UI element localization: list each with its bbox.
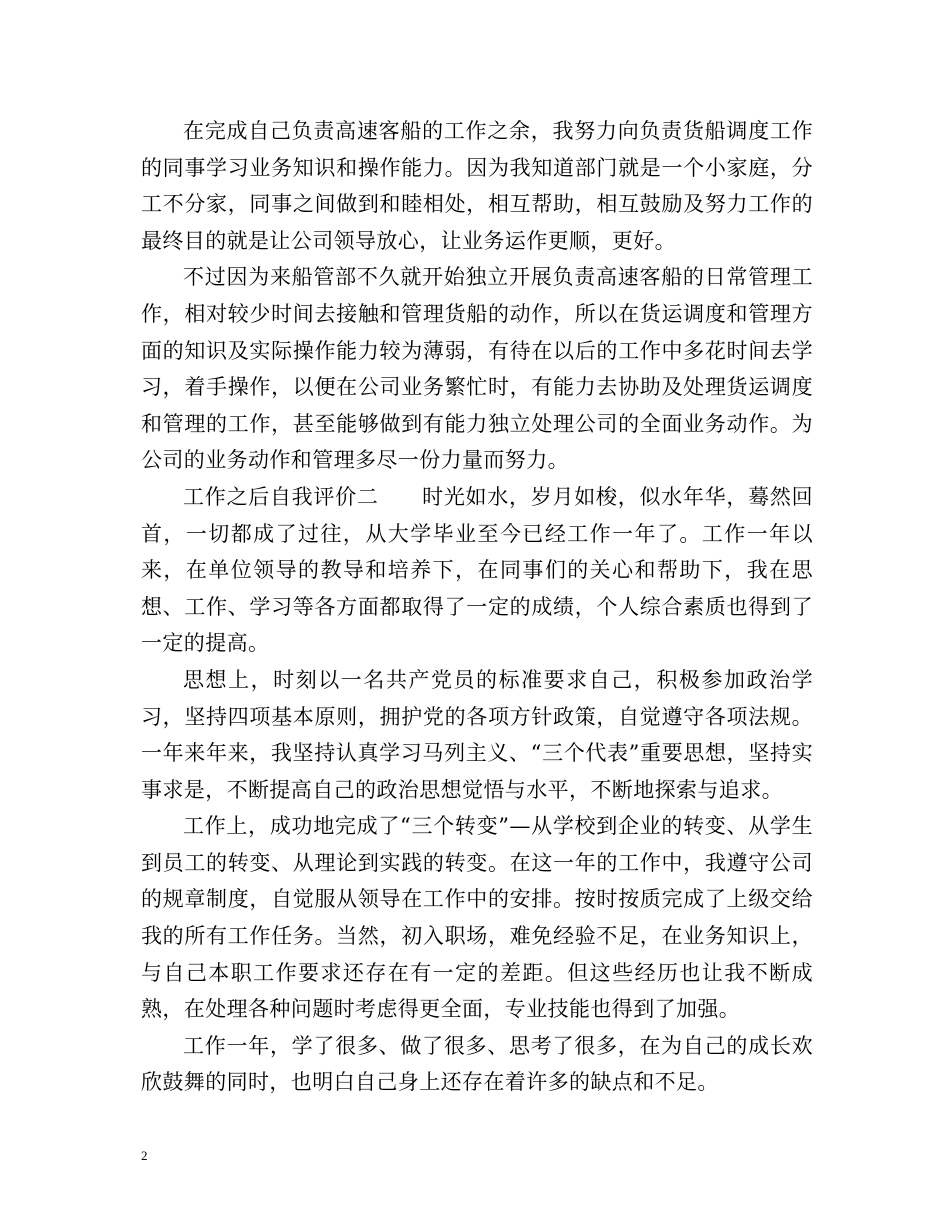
body-text bbox=[141, 113, 813, 1101]
paragraph: 在完成自己负责高速客船的工作之余，我努力向负责货船调度工作的同事学习业务知识和操作能力。因为我知道部门就是一个小家庭，分工不分家，同事之间做到和睦相处，相互帮助，相互鼓励及努力工作的最终目的就是让公司领导放心，让业务运作更顺，更好。 bbox=[141, 119, 813, 253]
paragraph: 工作之后自我评价二 时光如水，岁月如梭，似水年华，蓦然回首，一切都成了过往，从大学毕业至今已经工作一年了。工作一年以来，在单位领导的教导和培养下，在同事们的关心和帮助下，我在思想、工作、学习等各方面都取得了一定的成绩，个人综合素质也得到了一定的提高。 bbox=[141, 484, 813, 656]
paragraph: 工作一年，学了很多、做了很多、思考了很多，在为自己的成长欢欣鼓舞的同时，也明白自己身上还存在着许多的缺点和不足。 bbox=[141, 1033, 813, 1095]
paragraph: 工作上，成功地完成了“三个转变”—从学校到企业的转变、从学生到员工的转变、从理论到实践的转变。在这一年的工作中，我遵守公司的规章制度，自觉服从领导在工作中的安排。按时按质完成了上级交给我的所有工作任务。当然，初入职场，难免经验不足，在业务知识上，与自己本职工作要求还存在有一定的差距。但这些经历也让我不断成熟，在处理各种问题时考虑得更全面，专业技能也得到了加强。 bbox=[141, 814, 813, 1022]
page-number: 2 bbox=[141, 1148, 148, 1163]
paragraph: 思想上，时刻以一名共产党员的标准要求自己，积极参加政治学习，坚持四项基本原则，拥护党的各项方针政策，自觉遵守各项法规。一年来年来，我坚持认真学习马列主义、“三个代表”重要思想，坚持实事求是，不断提高自己的政治思想觉悟与水平，不断地探索与追求。 bbox=[141, 667, 813, 802]
paragraph: 不过因为来船管部不久就开始独立开展负责高速客船的日常管理工作，相对较少时间去接触和管理货船的动作，所以在货运调度和管理方面的知识及实际操作能力较为薄弱，有待在以后的工作中多花时间去学习，着手操作，以便在公司业务繁忙时，有能力去协助及处理货运调度和管理的工作，甚至能够做到有能力独立处理公司的全面业务动作。为公司的业务动作和管理多尽一份力量而努力。 bbox=[141, 265, 813, 473]
